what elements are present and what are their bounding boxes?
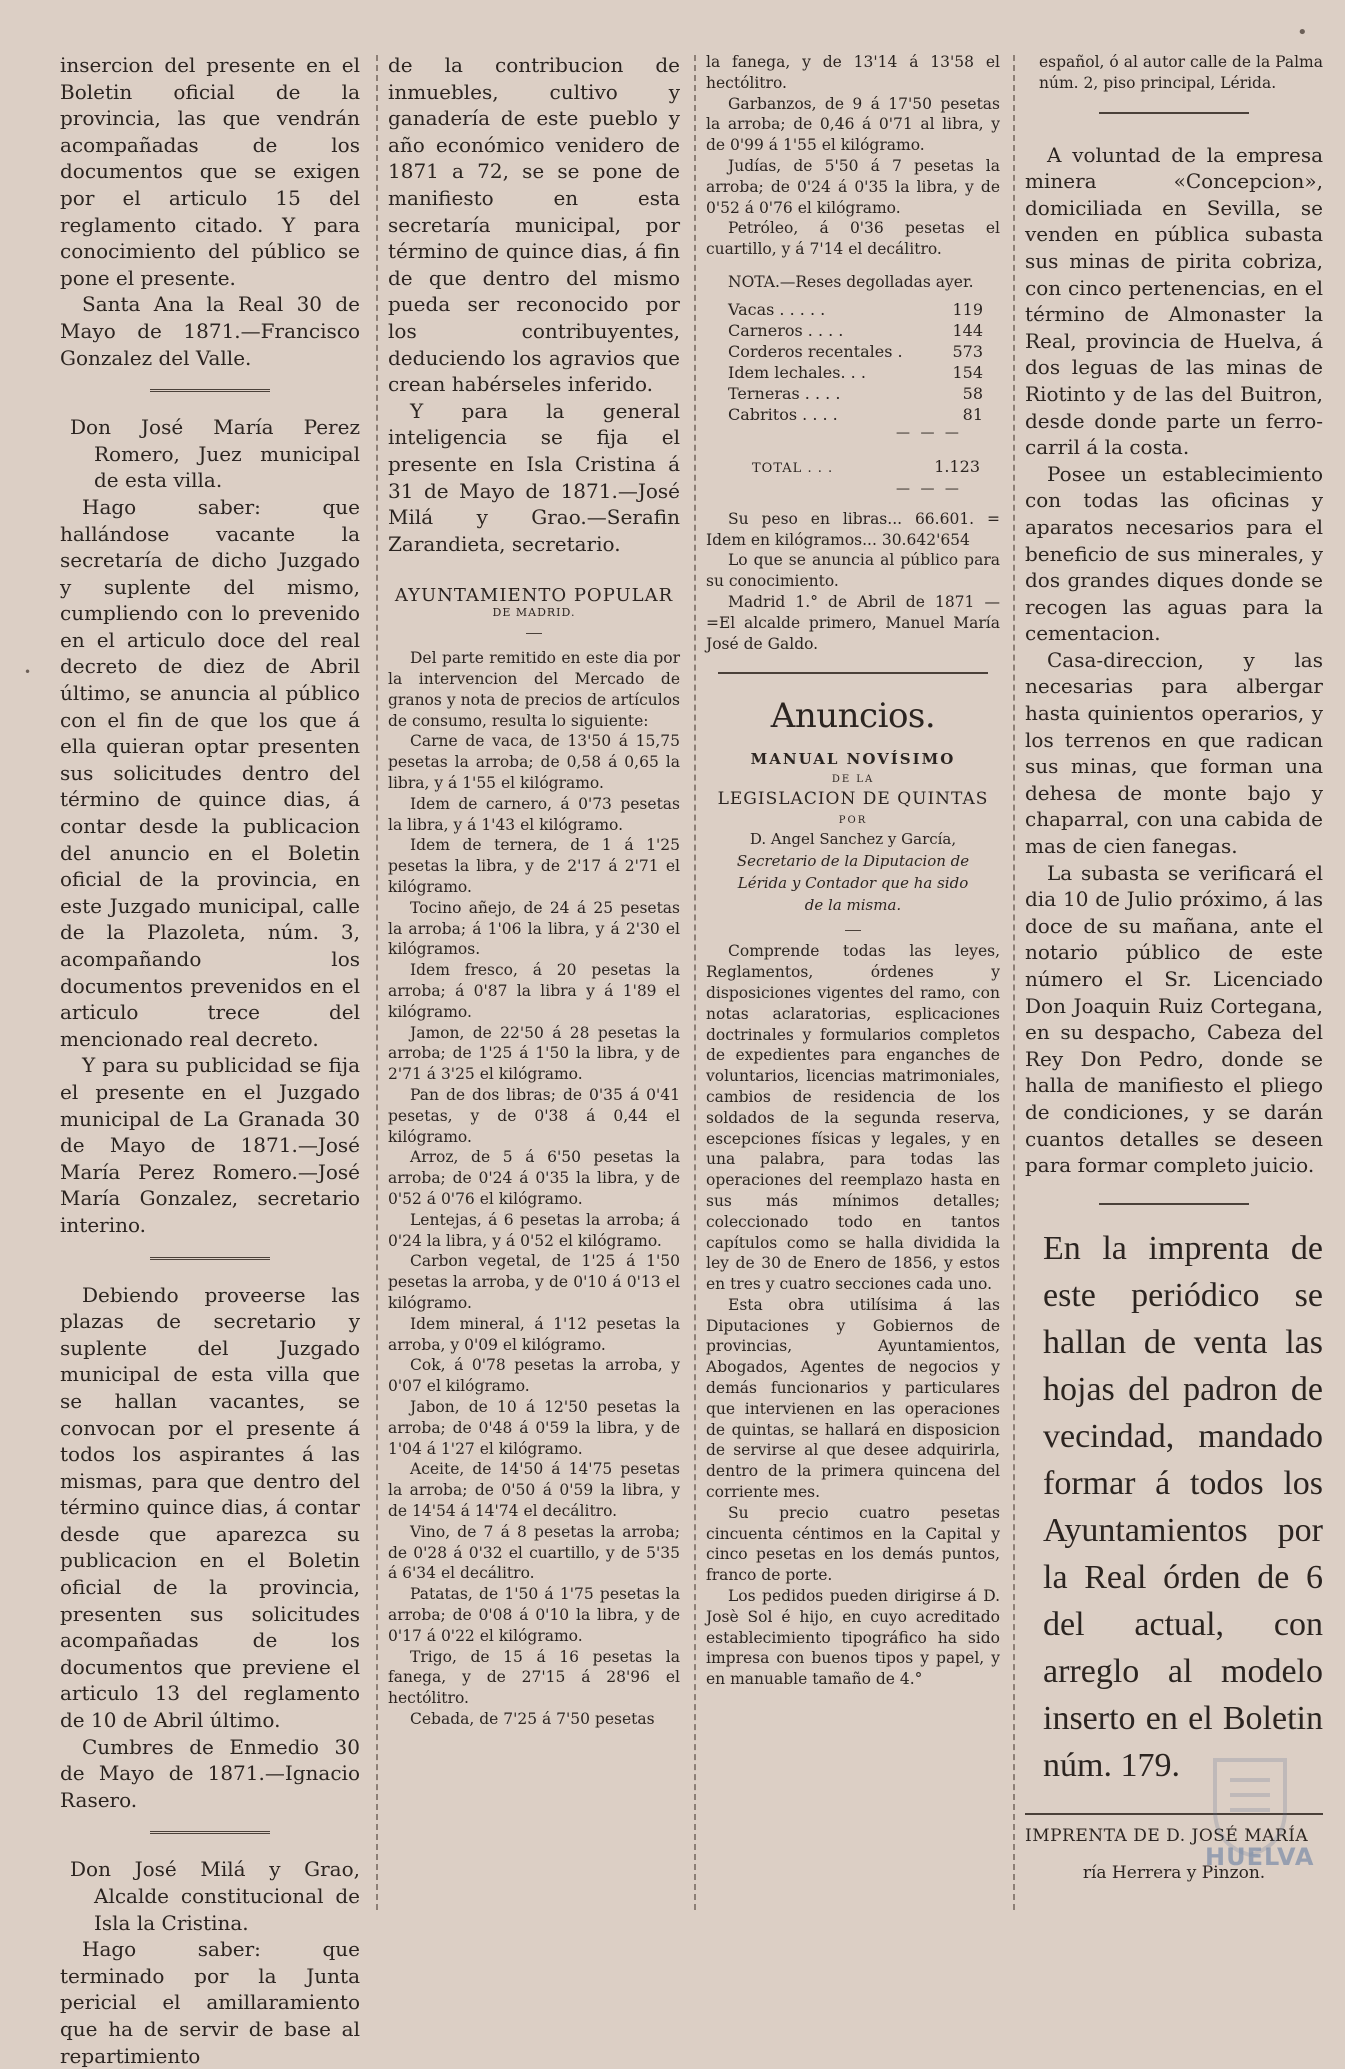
signature: Y para la general inteligencia se fija el presente en Isla Cristina á 31 de Mayo de 1871.—José Milá y Grao.—Serafin Zarandieta, secretario.: [388, 398, 680, 556]
paragraph: Debiendo proveerse las plazas de secretario y suplente del Juzgado municipal de esta villa que se hallan vacantes, se convocan por el presente á todos los aspirantes á las mismas, para que dentro del término quince dias, á contar desde que aparezca su publicacion en el Boletin oficial de la provincia, presenten sus solicitudes acompañadas de los documentos que previene el articulo 13 del reglamento de 10 de Abril último.: [60, 1282, 360, 1733]
price-list: [706, 52, 1000, 260]
book-by: POR: [838, 815, 868, 827]
corner-mark: •: [1297, 22, 1308, 43]
column-rule: [1013, 55, 1015, 1910]
dash-rule: — — —: [896, 480, 962, 497]
separator: [526, 633, 542, 634]
signature: Santa Ana la Real 30 de Mayo de 1871.—Francisco Gonzalez del Valle.: [60, 292, 360, 370]
price-item: Jabon, de 10 á 12'50 pesetas la arroba; de 0'48 á 0'59 la libra, y de 1'04 á 1'27 el kilógramo.: [388, 1397, 680, 1458]
column-4: [1025, 52, 1323, 1914]
price-item: Lentejas, á 6 pesetas la arroba; á 0'24 la libra, y á 0'52 el kilógramo.: [388, 1210, 680, 1250]
printer-imprint: IMPRENTA DE D. JOSÉ MARÍA: [1025, 1825, 1309, 1846]
notice-heading: Don José Milá y Grao, Alcalde constitucional de Isla la Cristina.: [70, 1857, 360, 1935]
livestock-table: [728, 299, 983, 425]
section-heading: AYUNTAMIENTO POPULAR: [394, 585, 674, 607]
separator: [150, 1831, 270, 1834]
livestock-name: Cabritos . . . .: [728, 404, 838, 424]
price-item: Trigo, de 15 á 16 pesetas la fanega, y de 27'15 á 28'96 el hectólitro.: [388, 1647, 680, 1708]
printing-notice: En la imprenta de este periódico se hallan de venta las hojas del padron de vecindad, mandado formar á todos los Ayuntamientos por la Real órden de 6 del actual, con arreglo al modelo inserto en el Boletin núm. 179.: [1043, 1229, 1323, 1784]
paragraph: A voluntad de la empresa minera «Concepcion», domiciliada en Sevilla, se venden en pública subasta sus minas de pirita cobriza, con cinco pertenencias, en el término de Almonaster la Real, provincia de Huelva, á dos leguas de las minas de Riotinto y de las del Buitron, desde donde parte un ferro-carril á la costa.: [1025, 142, 1323, 460]
livestock-count: 573: [952, 341, 983, 361]
table-row: [728, 383, 983, 404]
livestock-name: Corderos recentales .: [728, 341, 903, 361]
margin-mark: •: [24, 665, 32, 679]
paragraph: Posee un establecimiento con todas las oficinas y aparatos necesarios para el beneficio de sus minerales, y dos grandes diques donde se recogen las aguas para la cementacion.: [1025, 461, 1323, 646]
livestock-count: 144: [952, 320, 983, 340]
price-item: Cebada, de 7'25 á 7'50 pesetas: [410, 1709, 655, 1728]
price-item: Petróleo, á 0'36 pesetas el cuartillo, y á 7'14 el decálitro.: [706, 219, 1000, 259]
price-item: Cok, á 0'78 pesetas la arroba, y 0'07 el kilógramo.: [388, 1356, 680, 1396]
paragraph: La subasta se verificará el dia 10 de Julio próximo, á las doce de su mañana, ante el notario público de este número el Sr. Licenciado Don Joaquin Ruiz Cortegana, en su despacho, Cabeza del Rey Don Pedro, donde se halla de manifiesto el pliego de condiciones, y se darán cuantos detalles se deseen para formar completo juicio.: [1025, 860, 1323, 1178]
separator: [845, 930, 861, 931]
price-list: [388, 731, 680, 1729]
paragraph: Hago saber: que hallándose vacante la secretaría de dicho Juzgado y suplente del mismo, cumpliendo con lo prevenido en el articulo doce del real decreto de diez de Abril último, se anuncia al público con el fin de que los que á ella quieran optar presenten sus solicitudes dentro del término de quince dias, á contar desde la publicacion del anuncio en el Boletin oficial de la provincia, en este Juzgado municipal, calle de la Plazoleta, núm. 3, acompañando los documentos prevenidos en el articulo trece del mencionado real decreto.: [60, 494, 360, 1051]
price-item: Carbon vegetal, de 1'25 á 1'50 pesetas la arroba, y de 0'10 á 0'13 el kilógramo.: [388, 1252, 680, 1312]
separator: [1099, 112, 1249, 114]
paragraph: Su precio cuatro pesetas cincuenta céntimos en la Capital y cinco pesetas en los demás puntos, franco de porte.: [706, 1503, 1000, 1585]
price-item: Carne de vaca, de 13'50 á 15,75 pesetas la arroba; de 0,58 á 0,65 la libra, y á 1'55 el kilógramo.: [388, 732, 680, 793]
signature: Madrid 1.° de Abril de 1871 — =El alcalde primero, Manuel María José de Galdo.: [706, 592, 1000, 653]
paragraph: Comprende todas las leyes, Reglamentos, órdenes y disposiciones vigentes del ramo, con notas aclaratorias, esplicaciones doctrinales y formularios completos de expedientes para enganches de voluntarios, licencias matrimoniales, cambios de residencia de los soldados de la segunda reserva, escepciones físicas y legales, y en una palabra, para todas las operaciones del reemplazo hasta en sus más mínimos detalles; coleccionado todo en tantos capítulos como se halla dividida la ley de 30 de Enero de 1856, y estos en tres y cuatro secciones cada uno.: [706, 942, 1000, 1294]
signature: Cumbres de Enmedio 30 de Mayo de 1871.—Ignacio Rasero.: [60, 1734, 360, 1812]
livestock-count: 119: [952, 299, 983, 319]
book-subtitle: LEGISLACION DE QUINTAS: [717, 789, 989, 810]
livestock-name: Vacas . . . . .: [728, 299, 826, 319]
livestock-count: 58: [962, 383, 983, 403]
livestock-name: Idem lechales. . .: [728, 362, 866, 382]
separator: [718, 672, 988, 674]
paragraph: Los pedidos pueden dirigirse á D. Josè Sol é hijo, en cuyo acreditado establecimiento tipográfico ha sido impresa con buenos tipos y papel, y en manuable tamaño de 4.°: [706, 1587, 1000, 1689]
table-row: [728, 320, 983, 341]
price-item: Idem de carnero, á 0'73 pesetas la libra, y á 1'43 el kilógramo.: [388, 794, 680, 834]
paragraph: español, ó al autor calle de la Palma núm. 2, piso principal, Lérida.: [1039, 53, 1323, 92]
section-subheading: DE MADRID.: [492, 606, 576, 620]
price-item: la fanega, y de 13'14 á 13'58 el hectólitro.: [706, 53, 1000, 92]
column-1: [60, 52, 360, 2068]
paragraph: Y para su publicidad se fija el presente en el Juzgado municipal de La Granada 30 de Mayo de 1871.—José María Perez Romero.—José María Gonzalez, secretario interino.: [60, 1053, 360, 1237]
paragraph: Casa-direccion, y las necesarias para albergar hasta quinientos operarios, y los terrenos en que radican sus minas, que forman una dehesa de monte bajo y chaparral, con una cabida de mas de cien fanegas.: [1025, 647, 1323, 859]
printer-imprint-2: ría Herrera y Pinzon.: [1082, 1862, 1266, 1883]
column-rule: [694, 55, 696, 1910]
livestock-count: 81: [962, 404, 983, 424]
livestock-count: 154: [952, 362, 983, 382]
separator: [150, 389, 270, 392]
price-item: Idem de ternera, de 1 á 1'25 pesetas la libra, y de 2'17 á 2'71 el kilógramo.: [388, 836, 680, 897]
paragraph: de la contribucion de inmuebles, cultivo y ganadería de este pueblo y año económico venidero de 1871 a 72, se se pone de manifiesto en esta secretaría municipal, por término de quince dias, á fin de que dentro del mismo pueda ser reconocido por los contribuyentes, deduciendo los agravios que crean habérseles inferido.: [388, 53, 680, 397]
table-row: [728, 299, 983, 320]
price-item: Judías, de 5'50 á 7 pesetas la arroba; de 0'24 á 0'35 la libra, y de 0'52 á 0'76 el kilógramo.: [706, 156, 1000, 217]
book-title-connector: DE LA: [831, 774, 875, 786]
table-row: [728, 341, 983, 362]
price-item: Aceite, de 14'50 á 14'75 pesetas la arroba; de 0'50 á 0'59 la libra, y de 14'54 á 14'74 el decálitro.: [388, 1460, 680, 1520]
table-row: [728, 362, 983, 383]
dash-rule: — — —: [896, 424, 962, 441]
notice-heading: Don José María Perez Romero, Juez municipal de esta villa.: [70, 415, 360, 493]
separator: [1099, 1203, 1249, 1205]
nota: NOTA.—Reses degolladas ayer.: [728, 272, 974, 291]
column-3: [706, 52, 1000, 1914]
section-title: Anuncios.: [770, 696, 936, 737]
total-value: 1.123: [934, 456, 980, 476]
table-row: [728, 404, 983, 425]
price-item: Arroz, de 5 á 6'50 pesetas la arroba; de 0'24 á 0'35 la libra, y de 0'52 á 0'76 el kilógramo.: [388, 1148, 680, 1208]
weight-summary: Su peso en libras... 66.601. = Idem en kilógramos... 30.642'654: [706, 509, 1000, 549]
book-author: D. Angel Sanchez y García,: [749, 830, 957, 849]
total-row: [752, 455, 1000, 481]
price-item: Patatas, de 1'50 á 1'75 pesetas la arroba; de 0'08 á 0'10 la libra, y de 0'17 á 0'22 el kilógramo.: [388, 1585, 680, 1645]
book-title: MANUAL NOVÍSIMO: [750, 750, 956, 769]
price-item: Idem fresco, á 20 pesetas la arroba; á 0'87 la libra y á 1'89 el kilógramo.: [388, 961, 680, 1021]
paragraph: insercion del presente en el Boletin oficial de la provincia, las que vendrán acompañadas de los documentos que se exigen por el articulo 15 del reglamento citado. Y para conocimiento del público se pone el presente.: [60, 53, 360, 290]
book-author-role: Secretario de la Diputacion de Lérida y Contador que ha sido de la misma.: [736, 852, 970, 915]
stamp-text: HUELVA: [1205, 1843, 1315, 1871]
separator: [150, 1257, 270, 1260]
price-item: Vino, de 7 á 8 pesetas la arroba; de 0'28 á 0'32 el cuartillo, y de 5'35 á 6'34 el decálitro.: [388, 1522, 680, 1583]
price-item: Idem mineral, á 1'12 pesetas la arroba, y 0'09 el kilógramo.: [388, 1314, 680, 1354]
column-2: [388, 52, 680, 1914]
livestock-name: Carneros . . . .: [728, 320, 844, 340]
price-item: Tocino añejo, de 24 á 25 pesetas la arroba; á 1'06 la libra, y á 2'30 el kilógramos.: [388, 898, 680, 959]
paragraph: Esta obra utilísima á las Diputaciones y Gobiernos de provincias, Ayuntamientos, Abogados, Agentes de negocios y demás funcionarios y particulares que intervienen en las operaciones de quintas, se hallará en disposicion de servirse al que desee adquirirla, dentro de la primera quincena del corriente mes.: [706, 1295, 1000, 1502]
price-item: Pan de dos libras; de 0'35 á 0'41 pesetas, y de 0'38 á 0,44 el kilógramo.: [388, 1086, 680, 1146]
livestock-name: Terneras . . . .: [728, 383, 841, 403]
price-item: Jamon, de 22'50 á 28 pesetas la arroba; de 1'25 á 1'50 la libra, y de 2'71 á 3'25 el kilógramo.: [388, 1023, 680, 1084]
paragraph: Hago saber: que terminado por la Junta pericial el amillaramiento que ha de servir de base al repartimiento: [60, 1937, 360, 2068]
paragraph: Lo que se anuncia al público para su conocimiento.: [706, 551, 1000, 591]
price-item: Garbanzos, de 9 á 17'50 pesetas la arroba; de 0,46 á 0'71 al libra, y de 0'99 á 1'55 el kilógramo.: [706, 94, 1000, 155]
total-label: TOTAL . . .: [752, 460, 834, 476]
column-rule: [376, 55, 378, 1910]
paragraph: Del parte remitido en este dia por la intervencion del Mercado de granos y nota de precios de artículos de consumo, resulta lo siguiente:: [388, 649, 680, 730]
